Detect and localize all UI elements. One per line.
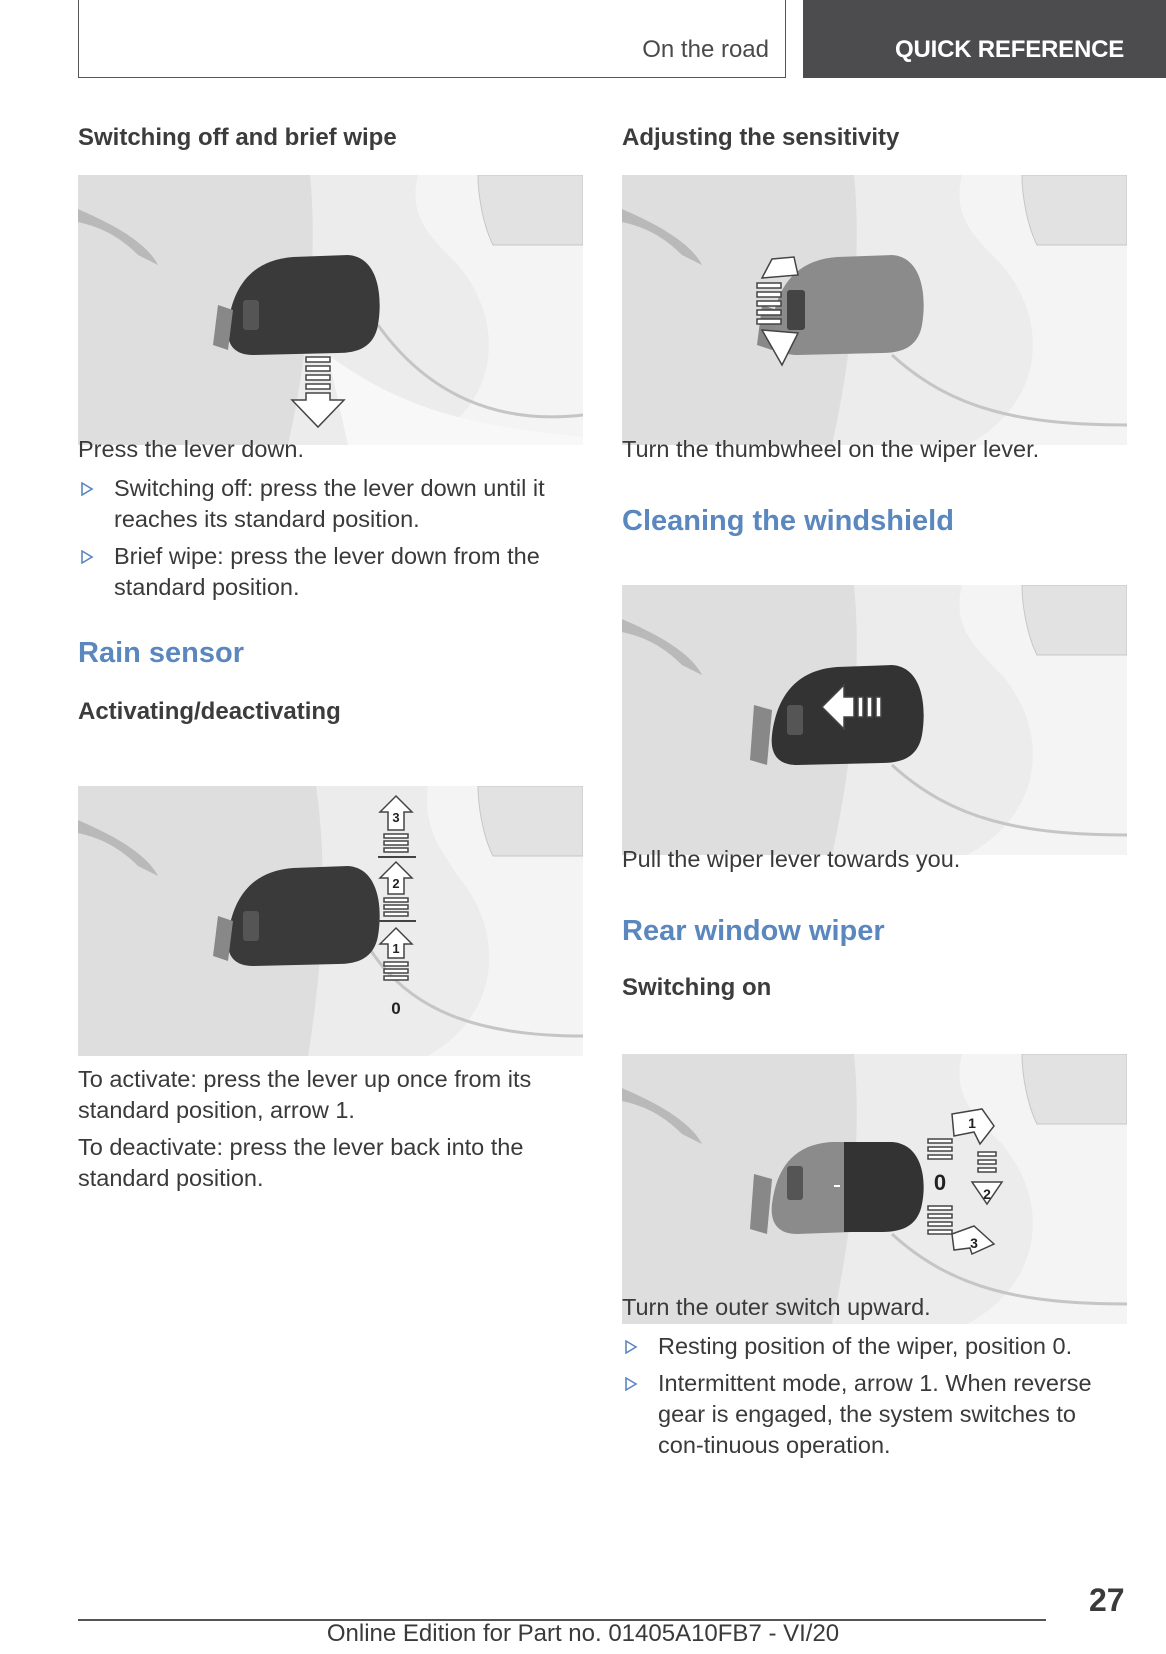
arrow-label-1: 1 — [968, 1115, 976, 1131]
sensitivity-heading: Adjusting the sensitivity — [622, 124, 900, 151]
arrow-label-3: 3 — [392, 810, 400, 825]
bullet-triangle-icon — [624, 1377, 638, 1391]
position-label-0: 0 — [933, 1170, 947, 1195]
quick-reference-tab[interactable]: QUICK REFERENCE — [803, 0, 1166, 78]
arrow-label-1: 1 — [392, 941, 400, 956]
activate-text: To activate: press the lever up once from its standard position, arrow 1. — [78, 1066, 532, 1123]
arrow-label-2: 2 — [392, 876, 400, 891]
press-lever-down-text: Press the lever down. — [78, 436, 304, 462]
figure-switching-off — [78, 175, 583, 445]
arrow-label-3: 3 — [970, 1235, 978, 1251]
list-item — [622, 1368, 1127, 1461]
section-title: On the road — [642, 36, 769, 63]
bullet-text: Brief wipe: press the lever down from the standard position. — [114, 543, 540, 600]
switching-off-heading: Switching off and brief wipe — [78, 124, 397, 151]
cleaning-windshield-heading: Cleaning the windshield — [622, 505, 954, 537]
list-item — [622, 1331, 1127, 1362]
position-label-0: 0 — [391, 999, 401, 1018]
arrow-label-2: 2 — [983, 1186, 991, 1202]
list-item — [78, 473, 583, 535]
figure-sensitivity — [622, 175, 1127, 445]
bullet-text: Resting position of the wiper, position 0. — [658, 1333, 1073, 1359]
rear-window-wiper-heading: Rear window wiper — [622, 915, 885, 947]
figure-cleaning — [622, 585, 1127, 855]
rain-sensor-heading: Rain sensor — [78, 637, 244, 669]
pull-lever-text: Pull the wiper lever towards you. — [622, 846, 961, 872]
deactivate-text: To deactivate: press the lever back into the standard position. — [78, 1134, 524, 1191]
bullet-triangle-icon — [624, 1340, 638, 1354]
thumbwheel-text: Turn the thumbwheel on the wiper lever. — [622, 436, 1040, 462]
header-box — [78, 0, 786, 78]
activating-heading: Activating/deactivating — [78, 698, 341, 725]
bullet-text: Intermittent mode, arrow 1. When reverse gear is engaged, the system switches to con-tinuous operation. — [658, 1370, 1092, 1458]
switching-on-heading: Switching on — [622, 974, 772, 1001]
page-number: 27 — [1089, 1582, 1125, 1618]
figure-rain-sensor — [78, 786, 583, 1056]
figure-rear-wiper — [622, 1054, 1127, 1324]
bullet-triangle-icon — [80, 482, 94, 496]
footer-edition: Online Edition for Part no. 01405A10FB7 - VI/20 — [326, 1620, 840, 1647]
bullet-triangle-icon — [80, 550, 94, 564]
turn-outer-switch-text: Turn the outer switch upward. — [622, 1294, 931, 1320]
list-item — [78, 541, 583, 603]
bullet-text: Switching off: press the lever down until it reaches its standard position. — [114, 475, 545, 532]
